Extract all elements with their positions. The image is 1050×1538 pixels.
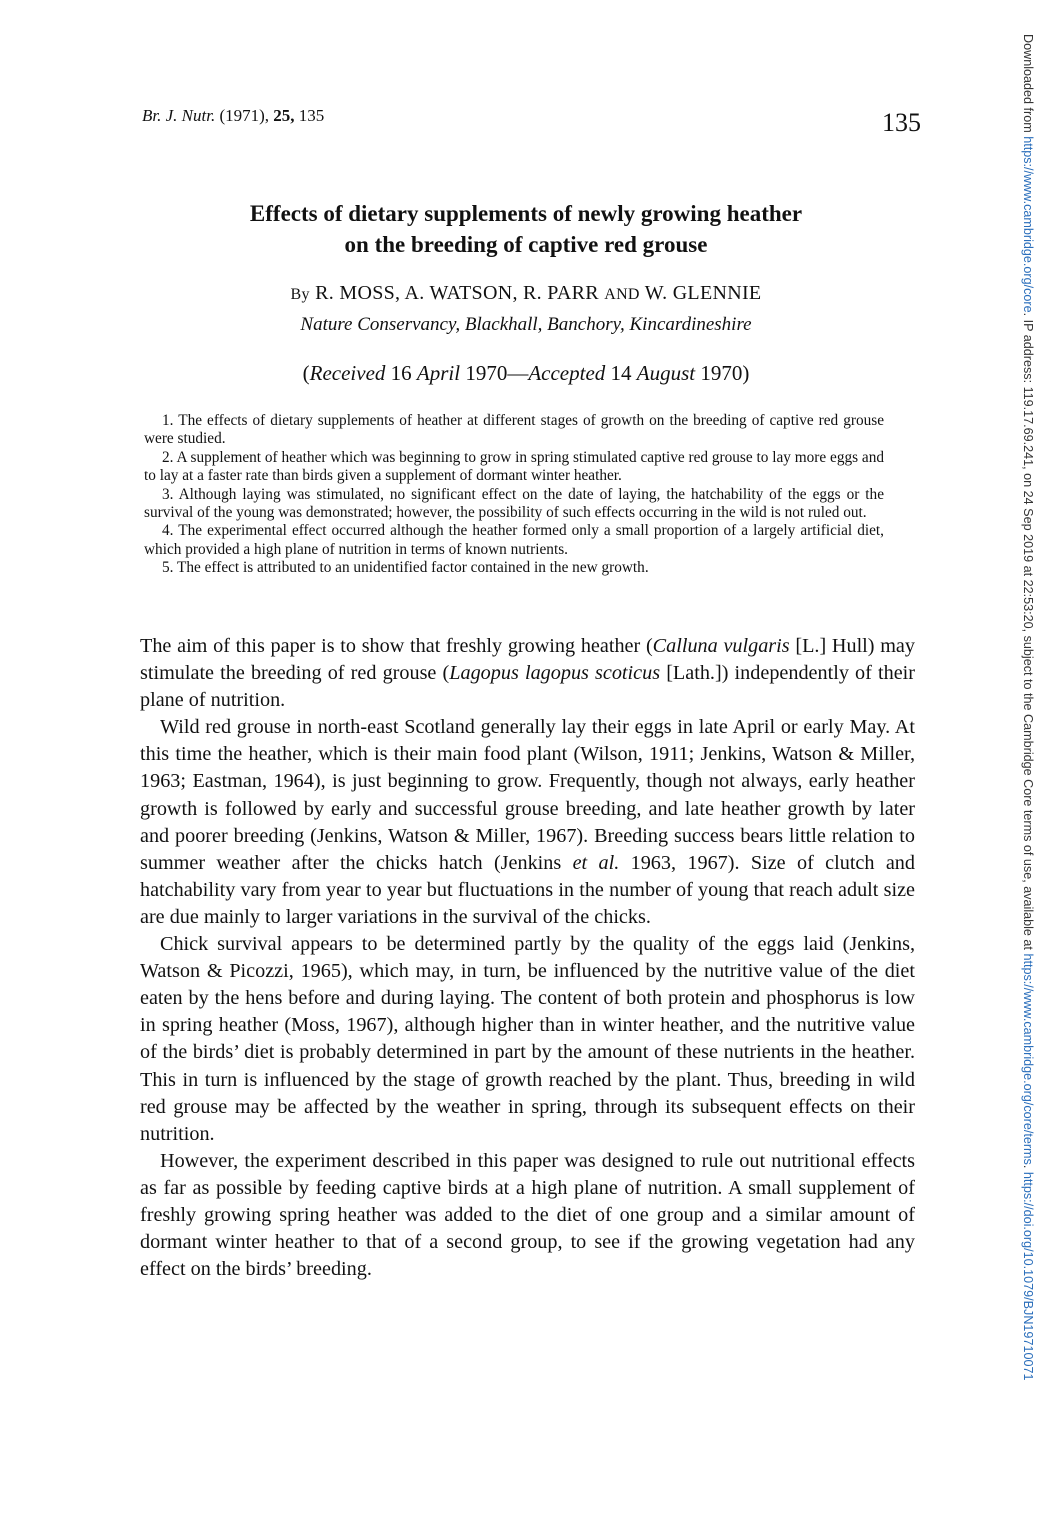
cambridge-core-link[interactable]: https://www.cambridge.org/core bbox=[1021, 136, 1035, 313]
received-day: 16 bbox=[385, 361, 417, 385]
summary-list bbox=[144, 412, 884, 578]
download-notice bbox=[1021, 34, 1035, 1380]
author-last: W. GLENNIE bbox=[644, 282, 762, 304]
affiliation: Nature Conservancy, Blackhall, Banchory, Kincardineshire bbox=[300, 314, 752, 335]
summary-item: 4. The experimental effect occurred although the heather formed only a small proportion of a largely artificial diet, which provided a high plane of nutrition in terms of known nutrients. bbox=[144, 522, 884, 558]
download-prefix: Downloaded from bbox=[1021, 34, 1035, 137]
body-paragraph-1 bbox=[140, 633, 915, 714]
accepted-year: 1970) bbox=[695, 361, 750, 385]
journal-citation bbox=[142, 106, 324, 126]
journal-year: (1971), bbox=[219, 106, 270, 125]
title-line-2: on the breeding of captive red grouse bbox=[344, 232, 708, 257]
species-grouse: Lagopus lagopus scoticus bbox=[449, 662, 661, 685]
received-open: ( bbox=[302, 361, 310, 385]
received-year: 1970— bbox=[460, 361, 529, 385]
accepted-day: 14 bbox=[605, 361, 637, 385]
journal-pages: 135 bbox=[298, 106, 325, 125]
article-title bbox=[140, 198, 912, 260]
body-paragraph-4: However, the experiment described in this paper was designed to rule out nutritional effects as far as possible by feeding captive birds at a high plane of nutrition. A small supplement of freshly growing spring heather was added to the diet of one group and a similar amount of dormant winter heather to that of a second group, to see if the growing vegetation had any effect on the birds’ breeding. bbox=[140, 1149, 915, 1281]
title-line-1: Effects of dietary supplements of newly growing heather bbox=[249, 201, 803, 226]
accepted-label: Accepted bbox=[528, 361, 606, 385]
p1-text-e: [Lath.]) independently of their plane of nutrition. bbox=[140, 662, 916, 712]
summary-item: 3. Although laying was stimulated, no significant effect on the date of laying, the hatchability of the eggs or the survival of the young was demonstrated; however, the possibility of such effects occurring in the wild is not ruled out. bbox=[144, 485, 884, 522]
p2-et-al: et al. bbox=[572, 851, 620, 874]
author-and: AND bbox=[604, 286, 640, 303]
p1-text-c: [L.] Hull) may stimulate the breeding of red grouse ( bbox=[140, 635, 915, 685]
author-by: By bbox=[290, 286, 310, 303]
journal-name: Br. J. Nutr. bbox=[142, 106, 216, 125]
p1-text-a: The aim of this paper is to show that freshly growing heather ( bbox=[140, 635, 653, 657]
download-sidebar bbox=[1015, 34, 1037, 1474]
species-heather: Calluna vulgaris bbox=[652, 635, 790, 657]
summary-item: 1. The effects of dietary supplements of heather at different stages of growth on the breeding of captive red grouse were studied. bbox=[144, 412, 884, 448]
page-number: 135 bbox=[882, 108, 921, 137]
received-label: Received bbox=[309, 361, 386, 385]
article-body bbox=[140, 633, 915, 1283]
received-month: April bbox=[416, 361, 461, 385]
p2-text-c: 1963, 1967). Size of clutch and hatchability vary from year to year but fluctuations in the number of young that reach adult size are due mainly to larger variations in the survival of the chicks. bbox=[140, 851, 915, 928]
received-dates bbox=[140, 361, 912, 386]
summary-item: 5. The effect is attributed to an unidentified factor contained in the new growth. bbox=[162, 559, 649, 577]
body-paragraph-3: Chick survival appears to be determined partly by the quality of the eggs laid (Jenkins, Watson & Picozzi, 1965), which may, in turn, be influenced by the nutritive value of the diet eaten by the hens before and during laying. The content of both protein and phosphorus is low in spring heather (Moss, 1967), although higher than in winter heather, and the nutritive value of the birds’ diet is probably determined in part by the amount of these nutrients in the heather. This in turn is influenced by the stage of growth reached by the plant. Thus, breeding in wild red grouse may be affected by the weather in spring, through its subsequent effects on their nutrition. bbox=[140, 933, 915, 1145]
doi-link[interactable]: https://doi.org/10.1079/BJN19710071 bbox=[1021, 1171, 1035, 1381]
body-paragraph-2 bbox=[140, 714, 915, 931]
summary-item: 2. A supplement of heather which was beginning to grow in spring stimulated captive red grouse to lay more eggs and to lay at a faster rate than birds given a supplement of dormant winter heather. bbox=[144, 448, 884, 485]
journal-volume: 25, bbox=[273, 106, 295, 125]
download-ip-text: . IP address: 119.17.69.241, on 24 Sep 2019 at 22:53:20, subject to the Cambridge Core terms of use, available at bbox=[1021, 312, 1035, 954]
p2-text-a: Wild red grouse in north-east Scotland generally lay their eggs in late April or early May. At this time the heather, which is their main food plant (Wilson, 1911; Jenkins, Watson & Miller, 1963; Eastman, 1964), is just beginning to grow. Frequently, though not always, early heather growth is followed by early and successful grouse breeding, and late heather growth by later and poorer breeding (Jenkins, Watson & Miller, 1967). Breeding success bears little relation to summer weather after the chicks hatch (Jenkins bbox=[140, 716, 915, 874]
author-line bbox=[140, 282, 912, 305]
author-names: R. MOSS, A. WATSON, R. PARR bbox=[315, 282, 599, 304]
accepted-month: August bbox=[636, 361, 696, 385]
terms-link[interactable]: https://www.cambridge.org/core/terms bbox=[1021, 953, 1035, 1165]
download-sep: . bbox=[1021, 1164, 1035, 1172]
